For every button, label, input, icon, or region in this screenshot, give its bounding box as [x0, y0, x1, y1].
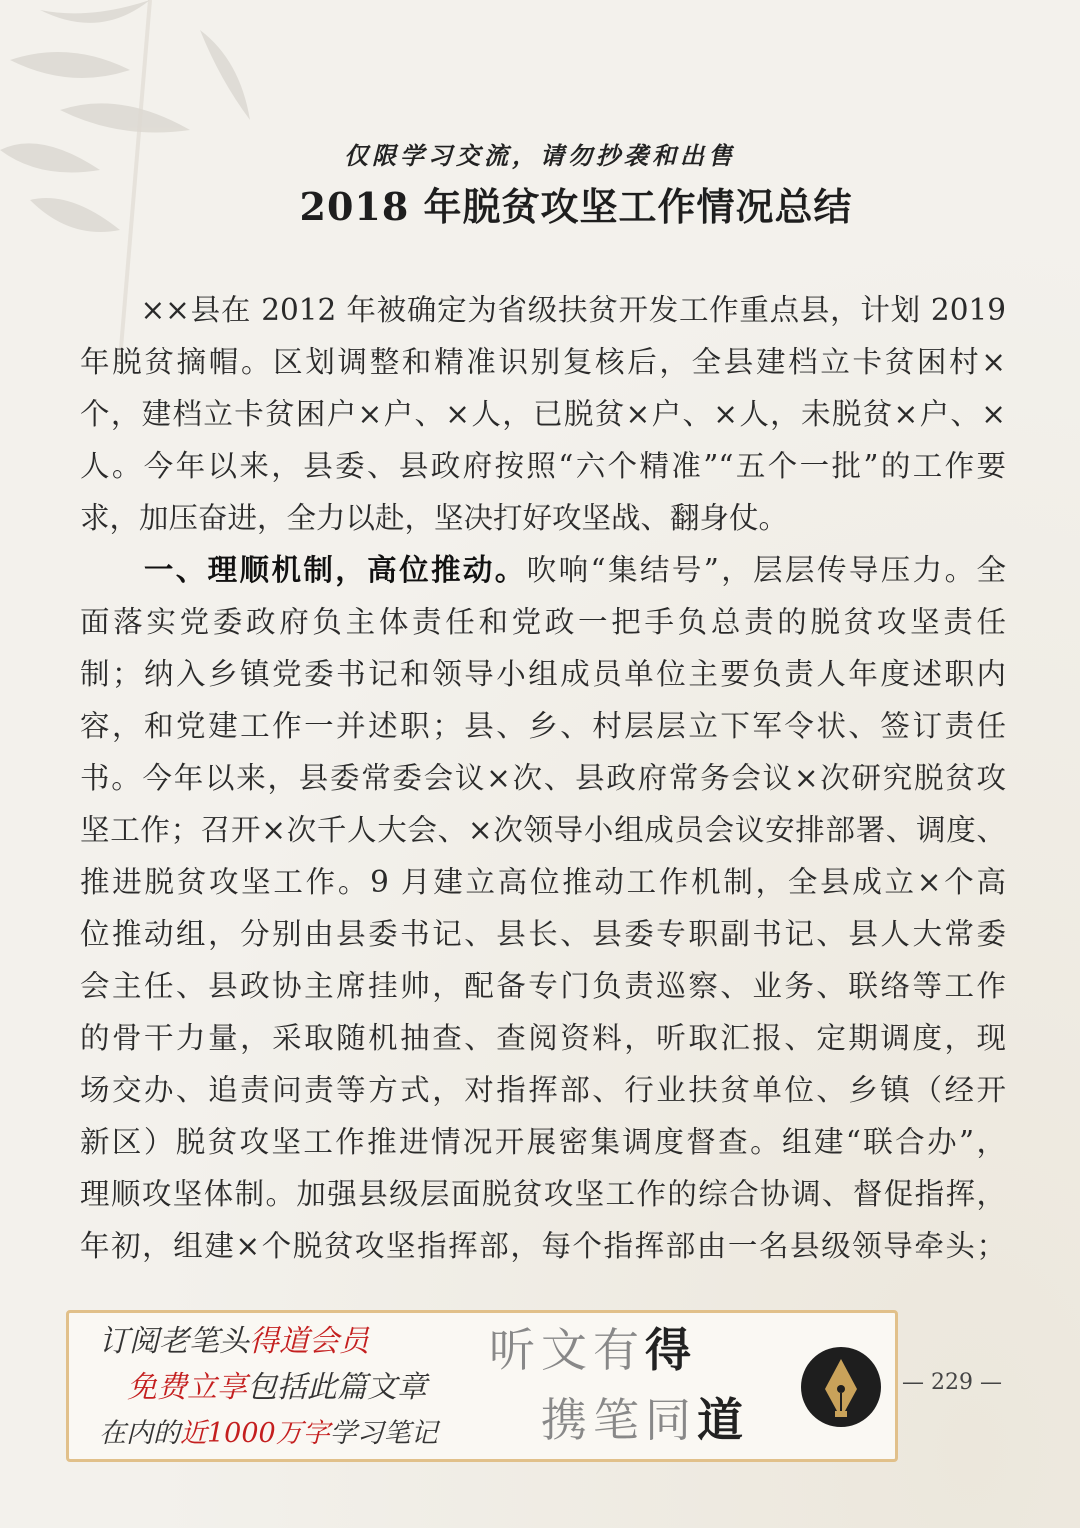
section-heading: 一、理顺机制，高位推动。 — [143, 552, 527, 587]
section-heading-line — [80, 544, 1006, 596]
slogan-emphasis: 得 — [645, 1323, 697, 1377]
body-line: ××县在 2012 年被确定为省级扶贫开发工作重点县，计划 2019 — [80, 293, 1006, 327]
slogan-line-1 — [489, 1315, 749, 1385]
body-line: 场交办、追责问责等方式，对指挥部、行业扶贫单位、乡镇（经开 — [80, 1073, 1006, 1107]
banner-row-3 — [99, 1411, 438, 1457]
banner-slogan — [489, 1315, 749, 1455]
banner-text-part: 包括此篇文章 — [247, 1370, 427, 1405]
page-title: 2018 年脱贫攻坚工作情况总结 — [299, 184, 853, 229]
body-line: 面落实党委政府负主体责任和党政一把手负总责的脱贫攻坚责任 — [80, 605, 1006, 639]
banner-text-part: 学习笔记 — [329, 1418, 438, 1449]
body-line: 位推动组，分别由县委书记、县长、县委专职副书记、县人大常委 — [80, 917, 1006, 951]
slogan-emphasis: 道 — [697, 1393, 749, 1447]
pen-nib-icon — [799, 1345, 883, 1429]
copyright-notice: 仅限学习交流，请勿抄袭和出售 — [344, 141, 736, 170]
page-number: — 229 — — [902, 1370, 1002, 1395]
banner-text-part: 订阅老笔头 — [99, 1324, 249, 1359]
document-body — [80, 284, 1006, 1272]
body-line: 容，和党建工作一并述职；县、乡、村层层立下军令状、签订责任 — [80, 709, 1006, 743]
banner-text-part: 在内的 — [99, 1418, 180, 1449]
banner-highlight: 得道会员 — [249, 1324, 369, 1359]
banner-highlight: 近1000万字 — [180, 1418, 330, 1449]
banner-row-2 — [99, 1365, 438, 1411]
body-line: 推进脱贫攻坚工作。9 月建立高位推动工作机制，全县成立×个高 — [80, 865, 1006, 899]
body-line: 年初，组建×个脱贫攻坚指挥部，每个指挥部由一名县级领导牵头； — [80, 1229, 1006, 1263]
banner-row-1 — [99, 1319, 438, 1365]
banner-highlight: 免费立享 — [127, 1370, 247, 1405]
slogan-text: 携笔同 — [541, 1393, 697, 1447]
body-line: 个，建档立卡贫困户×户、×人，已脱贫×户、×人，未脱贫×户、× — [80, 397, 1006, 431]
body-line: 求，加压奋进，全力以赴，坚决打好攻坚战、翻身仗。 — [80, 501, 789, 535]
body-line: 理顺攻坚体制。加强县级层面脱贫攻坚工作的综合协调、督促指挥， — [80, 1177, 1006, 1211]
body-line: 人。今年以来，县委、县政府按照“六个精准”“五个一批”的工作要 — [80, 449, 1006, 483]
slogan-line-2 — [489, 1385, 749, 1455]
slogan-text: 听文有 — [489, 1323, 645, 1377]
body-line: 会主任、县政协主席挂帅，配备专门负责巡察、业务、联络等工作 — [80, 969, 1006, 1003]
section-first-text: 吹响“集结号”，层层传导压力。全 — [526, 553, 1006, 587]
body-line: 新区）脱贫攻坚工作推进情况开展密集调度督查。组建“联合办”， — [80, 1125, 1006, 1159]
body-line: 坚工作；召开×次千人大会、×次领导小组成员会议安排部署、调度、 — [80, 813, 1006, 847]
subscription-banner[interactable] — [66, 1310, 898, 1462]
body-line: 的骨干力量，采取随机抽查、查阅资料，听取汇报、定期调度，现 — [80, 1021, 1006, 1055]
body-line: 书。今年以来，县委常委会议×次、县政府常务会议×次研究脱贫攻 — [80, 761, 1006, 795]
body-line: 制；纳入乡镇党委书记和领导小组成员单位主要负责人年度述职内 — [80, 657, 1006, 691]
body-line: 年脱贫摘帽。区划调整和精准识别复核后，全县建档立卡贫困村× — [80, 345, 1006, 379]
banner-text — [99, 1319, 438, 1457]
